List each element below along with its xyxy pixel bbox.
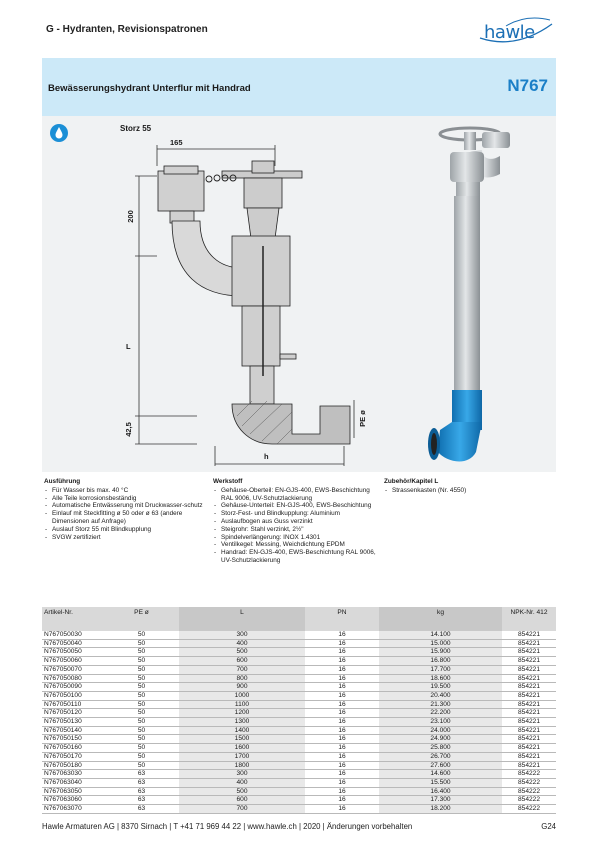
table-cell: 16	[338, 691, 346, 699]
dim-42-5: 42,5	[123, 422, 133, 437]
table-cell: N767050040	[44, 639, 82, 647]
table-cell: 1600	[179, 744, 305, 753]
table-cell: N767050120	[44, 709, 82, 717]
table-body	[42, 631, 556, 813]
table-cell: 854222	[517, 805, 540, 813]
table-row	[42, 639, 556, 648]
spec-item: - Storz-Fest- und Blindkupplung: Aluminium	[213, 510, 381, 518]
dim-L: L	[126, 342, 131, 351]
table-cell: N767050100	[44, 691, 82, 699]
table-cell: 16	[338, 665, 346, 673]
table-cell: 16	[338, 778, 346, 786]
spec-item: - Spindelverlängerung: INOX 1.4301	[213, 534, 381, 542]
table-cell: N767050050	[44, 648, 82, 656]
footer-text: Hawle Armaturen AG | 8370 Sirnach | T +41 71 969 44 22 | www.hawle.ch | 2020 | Änderungen vorbehalten	[42, 822, 413, 831]
storz-label: Storz 55	[120, 124, 152, 133]
col-header-artikel: Artikel-Nr.	[42, 607, 104, 631]
table-cell: N767050110	[44, 700, 82, 708]
dim-pe: PE ø	[357, 410, 367, 427]
table-cell: 63	[137, 778, 146, 786]
spec-item: - Steigrohr: Stahl verzinkt, 2½"	[213, 526, 381, 534]
table-cell: N767050130	[44, 718, 82, 726]
spec-ausfuehrung	[44, 478, 212, 541]
table-cell: 17.300	[379, 796, 502, 805]
table-cell: 500	[179, 648, 305, 657]
table-cell: 21.300	[379, 700, 502, 709]
table-cell: N767050180	[44, 761, 82, 769]
table-cell: 16	[338, 639, 346, 647]
table-cell: 854221	[517, 761, 540, 769]
water-drop-icon	[50, 124, 68, 142]
table-cell: 1300	[179, 718, 305, 727]
brand-name: hawle	[484, 22, 535, 43]
table-row	[42, 700, 556, 709]
table-row	[42, 805, 556, 814]
table-cell: 50	[137, 691, 146, 699]
table-cell: N767050160	[44, 744, 82, 752]
table-cell: 63	[137, 796, 146, 804]
table-cell: 854221	[517, 683, 540, 691]
table-row	[42, 631, 556, 639]
table-row	[42, 770, 556, 779]
table-cell: 50	[137, 683, 146, 691]
table-cell: 18.200	[379, 805, 502, 814]
table-row	[42, 787, 556, 796]
table-cell: 1000	[179, 691, 305, 700]
table-cell: 24.000	[379, 726, 502, 735]
table-cell: 17.700	[379, 665, 502, 674]
table-cell: 50	[137, 657, 146, 665]
table-cell: 16	[338, 796, 346, 804]
table-cell: N767063030	[44, 770, 82, 778]
table-cell: 22.200	[379, 709, 502, 718]
table-cell: 854221	[517, 631, 540, 638]
table-row	[42, 778, 556, 787]
table-row	[42, 657, 556, 666]
table-cell: 23.100	[379, 718, 502, 727]
table-row	[42, 796, 556, 805]
table-cell: 854221	[517, 744, 540, 752]
table-cell: 63	[137, 805, 146, 813]
table-cell: 16	[338, 726, 346, 734]
table-cell: 900	[179, 683, 305, 692]
spec-zubehoer-title: Zubehör/Kapitel L	[384, 478, 439, 485]
table-cell: 16.400	[379, 787, 502, 796]
table-cell: 854221	[517, 735, 540, 743]
table-cell: 14.100	[379, 631, 502, 639]
table-cell: 854221	[517, 657, 540, 665]
table-cell: 15.500	[379, 778, 502, 787]
spec-zubehoer	[384, 478, 552, 495]
col-header-pe: PE ø	[104, 607, 179, 631]
spec-item: - Einlauf mit Steckfitting ø 50 oder ø 63 (andere Dimensionen auf Anfrage)	[44, 510, 212, 526]
table-cell: 50	[137, 631, 146, 638]
table-cell: 16	[338, 648, 346, 656]
table-cell: N767063050	[44, 787, 82, 795]
table-cell: 16	[338, 761, 346, 769]
section-title: G - Hydranten, Revisionspatronen	[46, 24, 208, 35]
table-cell: N767050060	[44, 657, 82, 665]
table-cell: 400	[179, 639, 305, 648]
spec-item: - Alle Teile korrosionsbeständig	[44, 495, 212, 503]
table-cell: N767050080	[44, 674, 82, 682]
table-cell: 700	[179, 805, 305, 814]
table-cell: 600	[179, 657, 305, 666]
col-header-npk: NPK-Nr. 412	[502, 607, 556, 631]
hawle-logo	[476, 16, 556, 46]
table-cell: N767063040	[44, 778, 82, 786]
table-cell: N767050090	[44, 683, 82, 691]
table-cell: 50	[137, 744, 146, 752]
table-cell: 50	[137, 648, 146, 656]
spec-werkstoff	[213, 478, 381, 565]
product-code: N767	[507, 76, 548, 95]
table-cell: 854221	[517, 726, 540, 734]
table-cell: N767050070	[44, 665, 82, 673]
table-cell: 15.900	[379, 648, 502, 657]
top-bar	[42, 20, 556, 44]
table-cell: 1800	[179, 761, 305, 770]
dim-200: 200	[125, 210, 135, 223]
spec-item: - Für Wasser bis max. 40 °C	[44, 487, 212, 495]
drawing-area	[42, 116, 556, 472]
table-cell: 854221	[517, 639, 540, 647]
table-row	[42, 761, 556, 770]
table-cell: 50	[137, 700, 146, 708]
table-cell: 1500	[179, 735, 305, 744]
table-cell: 50	[137, 709, 146, 717]
table-cell: 19.500	[379, 683, 502, 692]
table-cell: 14.600	[379, 770, 502, 779]
table-cell: 1700	[179, 752, 305, 761]
table-cell: 15.000	[379, 639, 502, 648]
table-cell: 854222	[517, 787, 540, 795]
product-title: Bewässerungshydrant Unterflur mit Handrad	[48, 83, 251, 94]
table-row	[42, 752, 556, 761]
table-cell: 16	[338, 700, 346, 708]
table-cell: 854221	[517, 648, 540, 656]
table-cell: 25.800	[379, 744, 502, 753]
table-cell: 854221	[517, 752, 540, 760]
table-cell: N767063070	[44, 805, 82, 813]
spec-item: - Handrad: EN-GJS-400, EWS-Beschichtung RAL 9006, UV-Schutzlackierung	[213, 549, 381, 565]
spec-werkstoff-title: Werkstoff	[213, 478, 243, 485]
table-cell: 50	[137, 726, 146, 734]
table-cell: 854222	[517, 770, 540, 778]
table-cell: 16	[338, 709, 346, 717]
product-header	[42, 58, 556, 116]
spec-item: - Gehäuse-Unterteil: EN-GJS-400, EWS-Beschichtung	[213, 502, 381, 510]
table-cell: 854222	[517, 796, 540, 804]
table-cell: 500	[179, 787, 305, 796]
dim-h: h	[264, 452, 269, 461]
table-cell: 50	[137, 752, 146, 760]
table-cell: 1400	[179, 726, 305, 735]
dim-165: 165	[170, 138, 183, 147]
table-cell: 800	[179, 674, 305, 683]
spec-ausfuehrung-title: Ausführung	[44, 478, 81, 485]
table-cell: 854221	[517, 691, 540, 699]
spec-item: - Ventilkegel: Messing, Weichdichtung EPDM	[213, 541, 381, 549]
table-cell: 63	[137, 770, 146, 778]
table-cell: 600	[179, 796, 305, 805]
table-cell: N767050170	[44, 752, 82, 760]
table-cell: 16	[338, 683, 346, 691]
table-row	[42, 735, 556, 744]
spec-item: - Auslauf Storz 55 mit Blindkupplung	[44, 526, 212, 534]
page-number: G24	[541, 822, 556, 831]
spec-item: - SVGW zertifiziert	[44, 534, 212, 542]
table-cell: 16.800	[379, 657, 502, 666]
table-cell: N767050030	[44, 631, 82, 638]
table-cell: 16	[338, 752, 346, 760]
table-cell: 50	[137, 718, 146, 726]
table-cell: 16	[338, 631, 346, 638]
table-cell: 16	[338, 770, 346, 778]
table-cell: 400	[179, 778, 305, 787]
table-cell: 20.400	[379, 691, 502, 700]
spec-item: - Auslaufbogen aus Guss verzinkt	[213, 518, 381, 526]
table-header-row	[42, 607, 556, 631]
table-cell: 50	[137, 735, 146, 743]
table-cell: N767050150	[44, 735, 82, 743]
col-header-kg: kg	[379, 607, 502, 631]
table-cell: 50	[137, 674, 146, 682]
col-header-pn: PN	[305, 607, 379, 631]
spec-item: - Strassenkasten (Nr. 4550)	[384, 487, 552, 495]
table-cell: 1200	[179, 709, 305, 718]
table-row	[42, 674, 556, 683]
table-cell: 16	[338, 718, 346, 726]
table-cell: 300	[179, 770, 305, 779]
table-row	[42, 683, 556, 692]
article-table	[42, 607, 556, 814]
specs-section	[42, 478, 556, 598]
table-row	[42, 744, 556, 753]
table-cell: 854221	[517, 674, 540, 682]
technical-drawing	[82, 116, 382, 466]
table-cell: 854221	[517, 709, 540, 717]
table-cell: N767050140	[44, 726, 82, 734]
table-cell: 16	[338, 787, 346, 795]
col-header-l: L	[179, 607, 305, 631]
table-cell: 854221	[517, 665, 540, 673]
table-cell: 18.600	[379, 674, 502, 683]
footer	[42, 822, 556, 831]
spec-item: - Gehäuse-Oberteil: EN-GJS-400, EWS-Beschichtung RAL 9006, UV-Schutzlackierung	[213, 487, 381, 503]
table-cell: 16	[338, 805, 346, 813]
spec-item: - Automatische Entwässerung mit Druckwasser-schutz	[44, 502, 212, 510]
table-cell: 700	[179, 665, 305, 674]
table-cell: 27.600	[379, 761, 502, 770]
table-cell: 16	[338, 657, 346, 665]
table-cell: 16	[338, 674, 346, 682]
table-cell: 50	[137, 665, 146, 673]
table-cell: 854221	[517, 700, 540, 708]
table-cell: 300	[179, 631, 305, 639]
product-photo	[420, 122, 540, 467]
table-cell: 50	[137, 639, 146, 647]
table-cell: 50	[137, 761, 146, 769]
table-cell: N767063060	[44, 796, 82, 804]
table-row	[42, 726, 556, 735]
table-cell: 854222	[517, 778, 540, 786]
table-row	[42, 665, 556, 674]
table-cell: 63	[137, 787, 146, 795]
table-row	[42, 709, 556, 718]
table-cell: 16	[338, 744, 346, 752]
table-row	[42, 691, 556, 700]
table-row	[42, 718, 556, 727]
table-cell: 16	[338, 735, 346, 743]
table-cell: 26.700	[379, 752, 502, 761]
table-row	[42, 648, 556, 657]
table-cell: 24.900	[379, 735, 502, 744]
table-cell: 854221	[517, 718, 540, 726]
table-cell: 1100	[179, 700, 305, 709]
